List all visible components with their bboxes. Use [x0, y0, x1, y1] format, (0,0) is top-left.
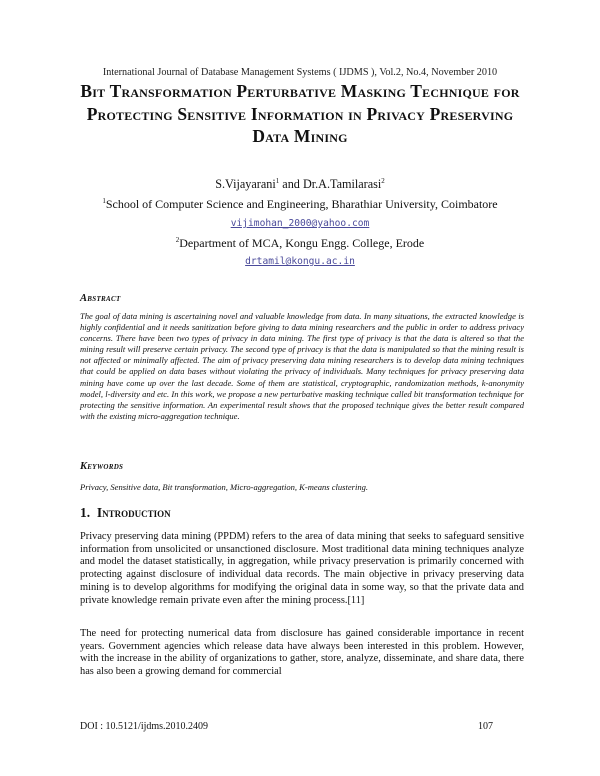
author-line — [0, 177, 600, 192]
section-number: 1. — [80, 505, 91, 520]
author-email-link[interactable]: drtamil@kongu.ac.in — [245, 256, 355, 267]
author-affil-marker: 2 — [381, 176, 385, 185]
author-name: Dr.A.Tamilarasi — [302, 177, 382, 191]
affiliation-text: Department of MCA, Kongu Engg. College, Erode — [179, 236, 425, 250]
author-email-link[interactable]: vijimohan_2000@yahoo.com — [230, 218, 370, 229]
affiliation-1 — [0, 197, 600, 212]
paper-title: Bit Transformation Perturbative Masking Technique for Protecting Sensitive Information in Privacy Preserving Data Mining — [80, 81, 520, 146]
page-number: 107 — [478, 721, 493, 732]
section-heading-introduction — [80, 505, 171, 521]
keywords-heading: Keywords — [80, 461, 124, 472]
footer-doi: DOI : 10.5121/ijdms.2010.2409 — [80, 721, 209, 732]
section-title: Introduction — [96, 505, 171, 520]
affiliation-marker: 1 — [102, 197, 106, 205]
intro-paragraph-1: Privacy preserving data mining (PPDM) refers to the area of data mining that seeks to safeguard sensitive information from unsolicited or unsanctioned disclosure. Most traditional data mining techniques analyze and model the dataset statistically, in aggregation, while privacy preservation is primarily concerned with protecting against disclosure of individual data records. The main objective in privacy preserving data mining is to develop algorithms for modifying the original data in some way, so that the private data and private knowledge remain private even after the mining process.[11] — [80, 531, 524, 606]
author-conjunction: and — [279, 177, 303, 191]
author-affil-marker: 1 — [275, 176, 280, 185]
affiliation-2 — [0, 236, 600, 251]
affiliation-marker: 2 — [175, 236, 180, 244]
journal-header: International Journal of Database Management Systems ( IJDMS ), Vol.2, No.4, November 2010 — [102, 67, 498, 78]
intro-paragraph-2: The need for protecting numerical data from disclosure has gained considerable importance in recent years. Government agencies which release data have always been interested in this problem. However, with the increase in the ability of organizations to gather, store, analyze, disseminate, and share data, there has also been a growing demand for commercial — [80, 628, 524, 678]
abstract-heading: Abstract — [80, 293, 121, 304]
abstract-text: The goal of data mining is ascertaining novel and valuable knowledge from data. In many situations, the extracted knowledge is highly confidential and it needs sanitization before giving to data mining researchers and the public in order to address privacy concerns. There have been two types of privacy in data mining. The first type of privacy is that the data is altered so that the mining result will preserve certain privacy. The second type of privacy is that the data is manipulated so that the mining result is not affected or minimally affected. The aim of privacy preserving data mining researchers is to develop data mining techniques that could be applied on data bases without violating the privacy of individuals. Many techniques for privacy preserving data mining have come up over the last decade. Some of them are statistical, cryptographic, randomization methods, k-anonymity model, l-diversity and etc. In this work, we propose a new perturbative masking technique called bit transformation technique for protecting the sensitive information. An experimental result shows that the proposed technique gives the better result compared with the existing micro-aggregation technique. — [80, 311, 524, 421]
keywords-text: Privacy, Sensitive data, Bit transformation, Micro-aggregation, K-means clustering. — [80, 482, 369, 492]
affiliation-text: School of Computer Science and Engineering, Bharathiar University, Coimbatore — [105, 197, 498, 211]
author-name: S.Vijayarani — [215, 177, 276, 191]
